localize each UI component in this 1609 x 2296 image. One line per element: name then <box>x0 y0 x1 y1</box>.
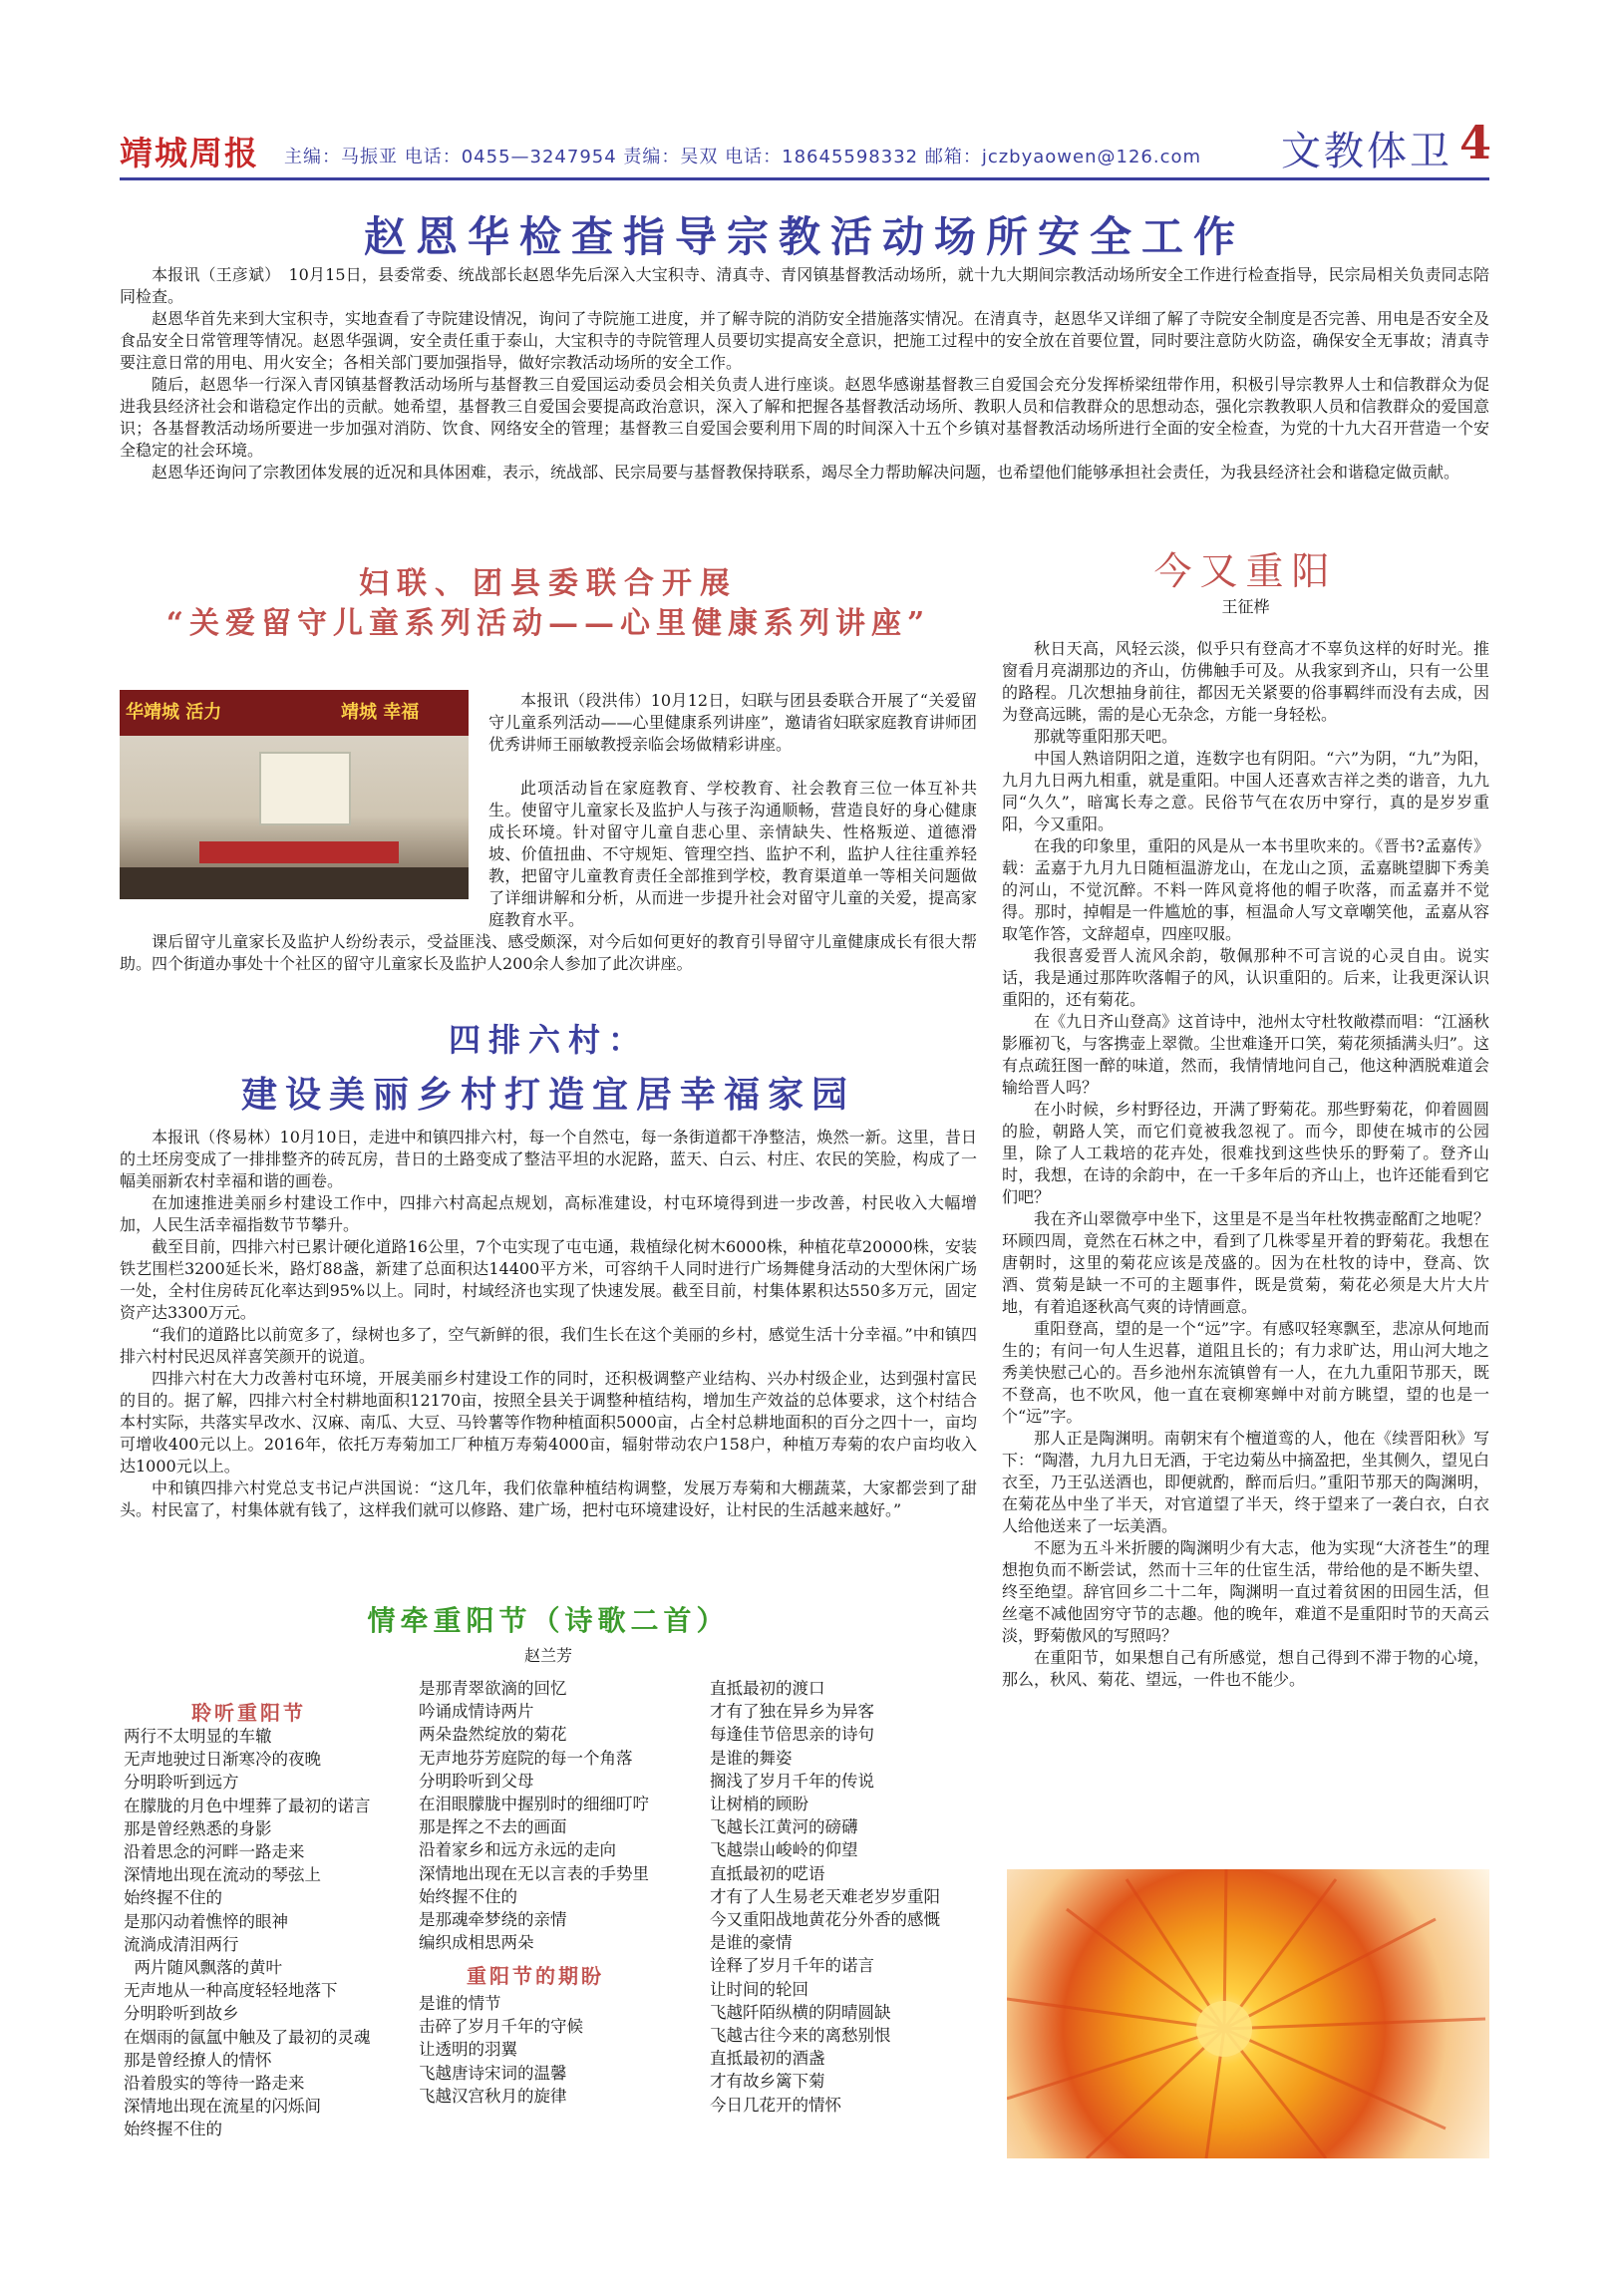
article4-para: 我很喜爱晋人流风余韵，敬佩那种不可言说的心灵自由。说实话，我是通过那阵吹落帽子的风，认识重阳的。后来，让我更深认识重阳的，还有菊花。 <box>1002 946 1489 1009</box>
article3-para: 截至目前，四排六村已累计硬化道路16公里，7个屯实现了屯屯通，栽植绿化树木6000株，种植花草20000株，安装铁艺围栏3200延长米，路灯88盏，新建了总面积达14400平方米，可容纳千人同时进行广场舞健身活动的大型休闲广场一处，全村住房砖瓦化率达到95%以上。同时，村域经济也实现了快速发展。截至目前，村集体累积达550多万元，固定资产达3300万元。 <box>120 1237 977 1322</box>
article2-headline-line2: “关爱留守儿童系列活动——心里健康系列讲座” <box>165 606 931 641</box>
poems-author: 赵兰芳 <box>523 1646 572 1665</box>
poem1-title: 聆听重阳节 <box>191 1701 306 1725</box>
article1-para: 本报讯（王彦斌） 10月15日，县委常委、统战部长赵恩华先后深入大宝积寺、清真寺、青冈镇基督教活动场所，就十九大期间宗教活动场所安全工作进行检查指导，民宗局相关负责同志陪同检查。 <box>120 265 1489 306</box>
article4-para: 中国人熟谙阴阳之道，连数字也有阴阳。“六”为阴，“九”为阳，九月九日两九相重，就是重阳。中国人还喜欢吉祥之类的谐音，九九同“久久”，暗寓长寿之意。民俗节气在农历中穿行，真的是岁岁重阳，今又重阳。 <box>1002 749 1489 833</box>
photo-banner-left: 华靖城 活力 <box>126 702 222 723</box>
article1-para: 赵恩华还询问了宗教团体发展的近况和具体困难，表示，统战部、民宗局要与基督教保持联系，竭尽全力帮助解决问题，也希望他们能够承担社会责任，为我县经济社会和谐稳定做贡献。 <box>152 463 1460 482</box>
article3-para: 中和镇四排六村党总支书记卢洪国说：“这几年，我们依靠种植结构调整，发展万寿菊和大棚蔬菜，大家都尝到了甜头。村民富了，村集体就有钱了，这样我们就可以修路、建广场，把村屯环境建设好，让村民的生活越来越好。” <box>120 1478 977 1519</box>
article4-body <box>1002 638 1489 1691</box>
article4-para: 重阳登高，望的是一个“远”字。有感叹轻寒飘至，悲凉从何地而生的；有问一句人生迟暮，道阻且长的；有力求旷达，用山河大地之秀美快慰己心的。吾乡池州东流镇曾有一人，在九九重阳节那天，既不登高，也不吹风，他一直在衰柳寒蝉中对前方眺望，望的也是一个“远”字。 <box>1002 1319 1489 1426</box>
section-title: 文教体卫 <box>1281 129 1452 174</box>
chrysanthemum-petals <box>1007 1869 1489 2158</box>
article4-para: 不愿为五斗米折腰的陶渊明少有大志，他为实现“大济苍生”的理想抱负而不断尝试，然而十三年的仕宦生活，带给他的是不断失望、终至绝望。辞官回乡二十二年，陶渊明一直过着贫困的田园生活，但丝毫不减他固穷守节的志趣。他的晚年，难道不是重阳时节的天高云淡，野菊傲风的写照吗？ <box>1002 1538 1489 1645</box>
poem2-title: 重阳节的期盼 <box>467 1964 604 1988</box>
poem2-col2: 直抵最初的渡口 才有了独在异乡为异客 每逢佳节倍思亲的诗句 是谁的舞姿 搁浅了岁月千年的传说 让树梢的顾盼 飞越长江黄河的磅礴 飞越崇山峻岭的仰望 直抵最初的呓语 才有了人生易老天难老岁岁重阳 今又重阳战地黄花分外香的感慨 是谁的豪情 诠释了岁月千年的诺言 让时间的轮回 飞越阡陌纵横的阴晴圆缺 飞越古往今来的离愁别恨 直抵最初的酒盏 才有故乡篱下菊 今日几花开的情怀 <box>710 1679 940 2115</box>
article4-headline: 今又重阳 <box>1153 549 1338 593</box>
poems-headline: 情牵重阳节（诗歌二首） <box>367 1604 730 1637</box>
article4-para: 在我的印象里，重阳的风是从一本书里吹来的。《晋书?孟嘉传》载：孟嘉于九月九日随桓温游龙山，在龙山之顶，孟嘉眺望脚下秀美的河山，不觉沉醉。不料一阵风竟将他的帽子吹落，而孟嘉并不觉得。那时，掉帽是一件尴尬的事，桓温命人写文章嘲笑他，孟嘉从容取笔作答，文辞超卓，四座叹服。 <box>1002 836 1489 943</box>
photo-banner-right: 靖城 幸福 <box>341 702 420 723</box>
poem2-col1: 是谁的情节 击碎了岁月千年的守候 让透明的羽翼 飞越唐诗宋词的温馨 飞越汉宫秋月的旋律 <box>419 1994 583 2106</box>
article4-author: 王征桦 <box>1221 597 1270 616</box>
article4-para: 我在齐山翠微亭中坐下，这里是不是当年杜牧携壶酩酊之地呢？环顾四周，竟然在石林之中，看到了几株零星开着的野菊花。我想在唐朝时，这里的菊花应该是茂盛的。因为在杜牧的诗中，登高、饮酒、赏菊是缺一不可的主题事件，既是赏菊，菊花必须是大片大片地，有着追逐秋高气爽的诗情画意。 <box>1002 1209 1489 1316</box>
article3-para: 本报讯（佟易林）10月10日，走进中和镇四排六村，每一个自然屯，每一条街道都干净整洁，焕然一新。这里，昔日的土坯房变成了一排排整齐的砖瓦房，昔日的土路变成了整洁平坦的水泥路，蓝天、白云、村庄、农民的笑脸，构成了一幅美丽新农村幸福和谐的画卷。 <box>120 1128 977 1190</box>
newspaper-name: 靖城周报 <box>120 134 259 172</box>
article2-para-text: 此项活动旨在家庭教育、学校教育、社会教育三位一体互补共生。使留守儿童家长及监护人与孩子沟通顺畅，营造良好的身心健康成长环境。针对留守儿童自悲心里、亲情缺失、性格叛逆、道德滑坡、价值扭曲、不守规矩、管理空挡、监护不利，监护人往往重养轻教，把留守儿童教育责任全部推到学校，教育渠道单一等相关问题做了详细讲解和分析，从而进一步提升社会对留守儿童的关爱，提高家庭教育水平。 <box>488 779 977 929</box>
article2-para: 课后留守儿童家长及监护人纷纷表示，受益匪浅、感受颇深，对今后如何更好的教育引导留守儿童健康成长有很大帮助。四个街道办事处十个社区的留守儿童家长及监护人200余人参加了此次讲座。 <box>120 932 977 973</box>
article4-para: 在《九日齐山登高》这首诗中，池州太守杜牧敞襟而唱：“江涵秋影雁初飞，与客携壶上翠微。尘世难逢开口笑，菊花须插满头归”。这有点疏狂图一醉的味道，然而，我情情地问自己，他这种洒脱难道会输给晋人吗？ <box>1002 1012 1489 1097</box>
article3-headline-line2: 建设美丽乡村打造宜居幸福家园 <box>240 1074 855 1116</box>
article2-para <box>488 778 977 931</box>
article4-para: 在重阳节，如果想自己有所感觉，想自己得到不滞于物的心境，那么，秋风、菊花、望远，一件也不能少。 <box>1002 1648 1489 1689</box>
article2-body <box>120 778 977 975</box>
article3-para: 在加速推进美丽乡村建设工作中，四排六村高起点规划，高标准建设，村屯环境得到进一步改善，村民收入大幅增加，人民生活幸福指数节节攀升。 <box>120 1193 977 1234</box>
article4-para: 那就等重阳那天吧。 <box>1034 727 1178 746</box>
article3-para: “我们的道路比以前宽多了，绿树也多了，空气新鲜的很，我们生长在这个美丽的乡村，感觉生活十分幸福。”中和镇四排六村村民迟凤祥喜笑颜开的说道。 <box>120 1325 977 1366</box>
article4-para: 在小时候，乡村野径边，开满了野菊花。那些野菊花，仰着圆圆的脸，朝路人笑，而它们竟被我忽视了。而今，即使在城市的公园里，除了人工栽培的花卉处，很难找到这些快乐的野菊了。登齐山时，我想，在诗的余韵中，在一千多年后的齐山上，也许还能看到它们吧？ <box>1002 1100 1489 1206</box>
chrysanthemum-photo <box>1007 1869 1489 2158</box>
article1-body <box>120 264 1489 484</box>
article3-body <box>120 1127 977 1521</box>
article1-para: 赵恩华首先来到大宝积寺，实地查看了寺院建设情况，询问了寺院施工进度，并了解寺院的消防安全措施落实情况。在清真寺，赵恩华又详细了解了寺院安全制度是否完善、用电是否安全及食品安全日常管理等情况。赵恩华强调，安全责任重于泰山，大宝积寺的寺院管理人员要切实提高安全意识，把施工过程中的安全放在首要位置，同时要注意防火防盗，确保安全无事故；清真寺要注意日常的用电、用火安全；各相关部门要加强指导，做好宗教活动场所的安全工作。 <box>120 309 1489 372</box>
article2-body-top <box>488 690 977 756</box>
article2-headline-line1: 妇联、团县委联合开展 <box>359 566 738 601</box>
article1-para: 随后，赵恩华一行深入青冈镇基督教活动场所与基督教三自爱国运动委员会相关负责人进行座谈。赵恩华感谢基督教三自爱国会充分发挥桥梁纽带作用，积极引导宗教界人士和信教群众为促进我县经济社会和谐稳定作出的贡献。她希望，基督教三自爱国会要提高政治意识，深入了解和把握各基督教活动场所、教职人员和信教群众的思想动态，强化宗教教职人员和信教群众的爱国意识；各基督教活动场所要进一步加强对消防、饮食、网络安全的管理；基督教三自爱国会要利用下周的时间深入十五个乡镇对基督教活动场所进行全面的安全检查，为党的十九大召开营造一个安全稳定的社会环境。 <box>120 375 1489 460</box>
header-rule <box>120 177 1489 180</box>
article1-headline: 赵恩华检查指导宗教活动场所安全工作 <box>363 212 1245 261</box>
poem1-col2: 是那青翠欲滴的回忆 吟诵成情诗两片 两朵盎然绽放的菊花 无声地芬芳庭院的每一个角落 分明聆听到父母 在泪眼朦胧中握别时的细细叮咛 那是挥之不去的画面 沿着家乡和远方永远的走向 深情地出现在无以言表的手势里 始终握不住的 是那魂牵梦绕的亲情 编织成相思两朵 <box>419 1679 649 1953</box>
article3-para: 四排六村在大力改善村屯环境，开展美丽乡村建设工作的同时，还积极调整产业结构、兴办村级企业，达到强村富民的目的。据了解，四排六村全村耕地面积12170亩，按照全县关于调整种植结构，增加生产效益的总体要求，这个村结合本村实际，共落实早改水、汉麻、南瓜、大豆、马铃薯等作物种植面积5000亩，占全村总耕地面积的百分之四十一，亩均可增收400元以上。2016年，依托万寿菊加工厂种植万寿菊4000亩，辐射带动农户158户，种植万寿菊的农户亩均收入达1000元以上。 <box>120 1369 977 1476</box>
article4-para: 秋日天高，风轻云淡，似乎只有登高才不辜负这样的好时光。推窗看月亮湖那边的齐山，仿佛触手可及。从我家到齐山，只有一公里的路程。几次想抽身前往，都因无关紧要的俗事羁绊而没有去成，因为登高远眺，需的是心无杂念，方能一身轻松。 <box>1002 639 1489 724</box>
editor-contact-info: 主编：马振亚 电话：0455—3247954 责编：吴双 电话：18645598332 邮箱：jczbyaowen@126.com <box>284 147 1202 167</box>
article4-para: 那人正是陶渊明。南朝宋有个檀道鸾的人，他在《续晋阳秋》写下：“陶潜，九月九日无酒，于宅边菊丛中摘盈把，坐其侧久，望见白衣至，乃王弘送酒也，即便就酌，醉而后归。”重阳节那天的陶渊明，在菊花丛中坐了半天，对官道望了半天，终于望来了一袭白衣，白衣人给他送来了一坛美酒。 <box>1002 1429 1489 1535</box>
article3-headline-line1: 四排六村： <box>448 1021 648 1059</box>
article2-para: 本报讯（段洪伟）10月12日，妇联与团县委联合开展了“关爱留守儿童系列活动——心里健康系列讲座”，邀请省妇联家庭教育讲师团优秀讲师王丽敏教授亲临会场做精彩讲座。 <box>488 691 977 754</box>
page-number: 4 <box>1459 116 1492 169</box>
poem1-col1: 两行不太明显的车辙 无声地驶过日渐寒冷的夜晚 分明聆听到远方 在朦胧的月色中埋葬了最初的诺言 那是曾经熟悉的身影 沿着思念的河畔一路走来 深情地出现在流动的琴弦上 始终握不住的 是那闪动着憔悴的眼神 流淌成清泪两行 两片随风飘落的黄叶 无声地从一种高度轻轻地落下 分明聆听到故乡 在烟雨的氤氲中触及了最初的灵魂 那是曾经撩人的情怀 沿着殷实的等待一路走来 深情地出现在流星的闪烁间 始终握不住的 <box>124 1727 371 2139</box>
